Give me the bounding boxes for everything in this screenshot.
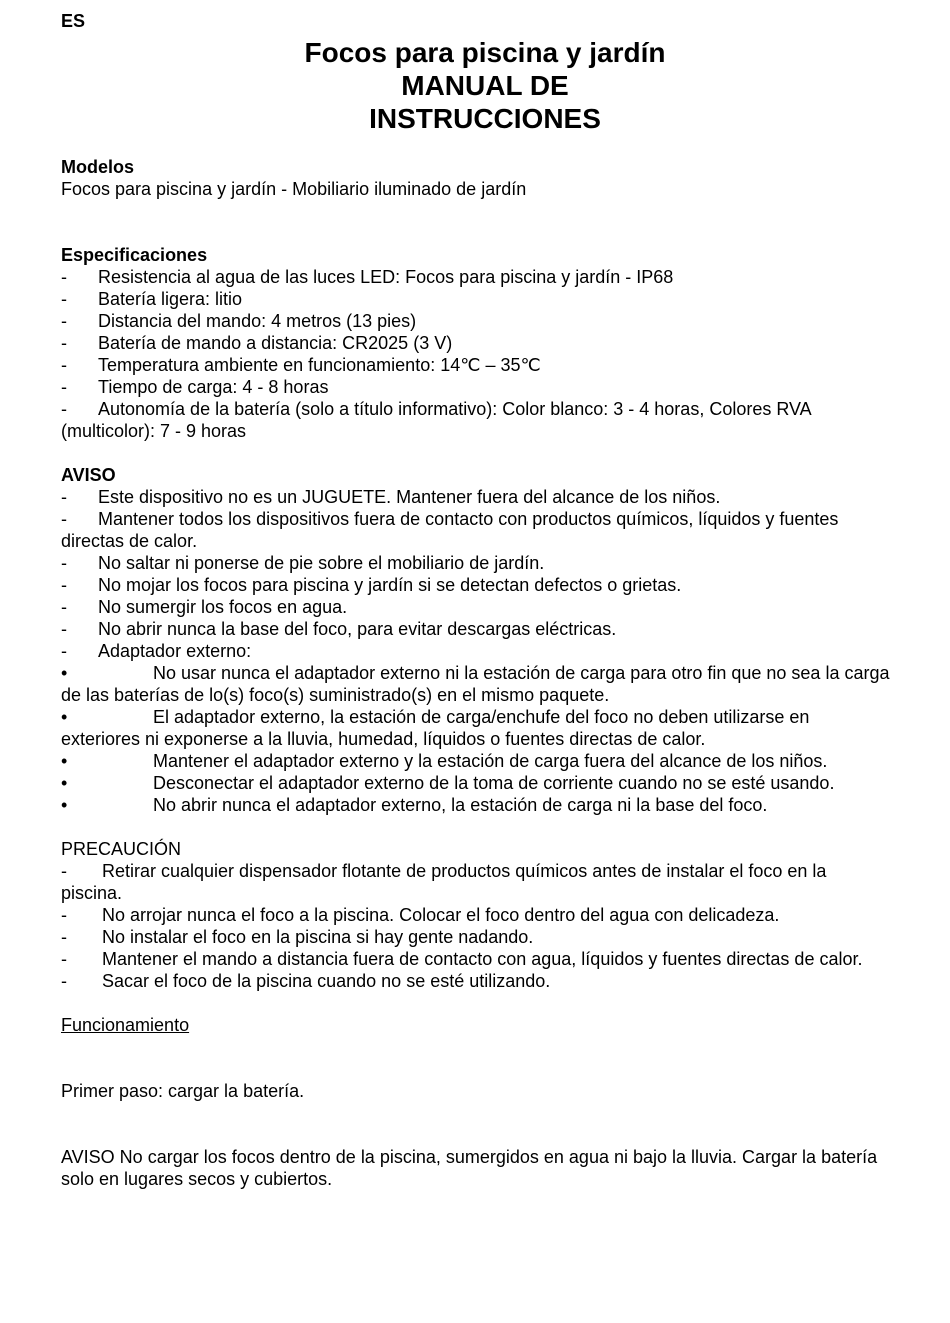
warning-item: - No mojar los focos para piscina y jardín si se detectan defectos o grietas.	[61, 575, 682, 595]
warning-item: - Adaptador externo:	[61, 641, 252, 661]
bullet-item: • No abrir nunca el adaptador externo, la estación de carga ni la base del foco.	[61, 795, 768, 815]
title-line-2: MANUAL DE	[401, 70, 569, 101]
models-text: Focos para piscina y jardín - Mobiliario iluminado de jardín	[61, 179, 527, 199]
spec-item: - Autonomía de la batería (solo a título informativo): Color blanco: 3 - 4 horas, Colores RVA (multicolor): 7 - 9 horas	[61, 399, 811, 441]
warning-item: - Mantener todos los dispositivos fuera de contacto con productos químicos, líquidos y fuentes directas de calor.	[61, 509, 839, 551]
caution-item: - Mantener el mando a distancia fuera de contacto con agua, líquidos y fuentes directas de calor.	[61, 949, 863, 969]
spec-item: - Distancia del mando: 4 metros (13 pies)	[61, 311, 417, 331]
caution-heading: PRECAUCIÓN	[61, 839, 182, 859]
spec-item: - Tiempo de carga: 4 - 8 horas	[61, 377, 329, 397]
caution-item: - No instalar el foco en la piscina si hay gente nadando.	[61, 927, 534, 947]
adapter-bullet-list	[61, 662, 891, 816]
bullet-icon: •	[61, 707, 68, 727]
operation-notice: AVISO No cargar los focos dentro de la piscina, sumergidos en agua ni bajo la lluvia. Cargar la batería solo en lugares secos y cubiertos.	[61, 1147, 878, 1189]
bullet-item: • Mantener el adaptador externo y la estación de carga fuera del alcance de los niños.	[61, 751, 828, 771]
models-heading: Modelos	[61, 157, 135, 177]
spec-item: - Resistencia al agua de las luces LED: Focos para piscina y jardín - IP68	[61, 267, 674, 287]
caution-list	[61, 860, 891, 992]
caution-item: - Sacar el foco de la piscina cuando no se esté utilizando.	[61, 971, 551, 991]
caution-item: - Retirar cualquier dispensador flotante de productos químicos antes de instalar el foco en la piscina.	[61, 861, 827, 903]
spec-item: - Batería de mando a distancia: CR2025 (3 V)	[61, 333, 453, 353]
title-line-1: Focos para piscina y jardín	[304, 37, 666, 68]
caution-item: - No arrojar nunca el foco a la piscina. Colocar el foco dentro del agua con delicadeza.	[61, 905, 780, 925]
bullet-icon: •	[61, 751, 68, 771]
warning-item: - No abrir nunca la base del foco, para evitar descargas eléctricas.	[61, 619, 617, 639]
warning-item: - No sumergir los focos en agua.	[61, 597, 348, 617]
bullet-item: • No usar nunca el adaptador externo ni la estación de carga para otro fin que no sea la carga de las baterías de lo(s) foco(s) suministrado(s) en el mismo paquete.	[61, 663, 890, 705]
warning-list	[61, 486, 891, 662]
warning-item: - No saltar ni ponerse de pie sobre el mobiliario de jardín.	[61, 553, 545, 573]
document-body	[61, 156, 891, 1190]
bullet-item: • Desconectar el adaptador externo de la toma de corriente cuando no se esté usando.	[61, 773, 835, 793]
operation-step-1: Primer paso: cargar la batería.	[61, 1081, 305, 1101]
specs-heading: Especificaciones	[61, 245, 208, 265]
bullet-icon: •	[61, 773, 68, 793]
operation-heading: Funcionamiento	[61, 1015, 190, 1035]
spec-item: - Temperatura ambiente en funcionamiento: 14℃ – 35℃	[61, 355, 541, 375]
warning-heading: AVISO	[61, 465, 116, 485]
spec-item: - Batería ligera: litio	[61, 289, 243, 309]
bullet-icon: •	[61, 663, 68, 683]
document-title	[0, 36, 950, 135]
bullet-icon: •	[61, 795, 68, 815]
warning-item: - Este dispositivo no es un JUGUETE. Mantener fuera del alcance de los niños.	[61, 487, 721, 507]
language-code: ES	[61, 11, 86, 31]
title-line-3: INSTRUCCIONES	[369, 103, 601, 134]
bullet-item: • El adaptador externo, la estación de carga/enchufe del foco no deben utilizarse en exteriores ni exponerse a la lluvia, humedad, líquidos o fuentes directas de calor.	[61, 707, 810, 749]
specs-list	[61, 266, 891, 442]
